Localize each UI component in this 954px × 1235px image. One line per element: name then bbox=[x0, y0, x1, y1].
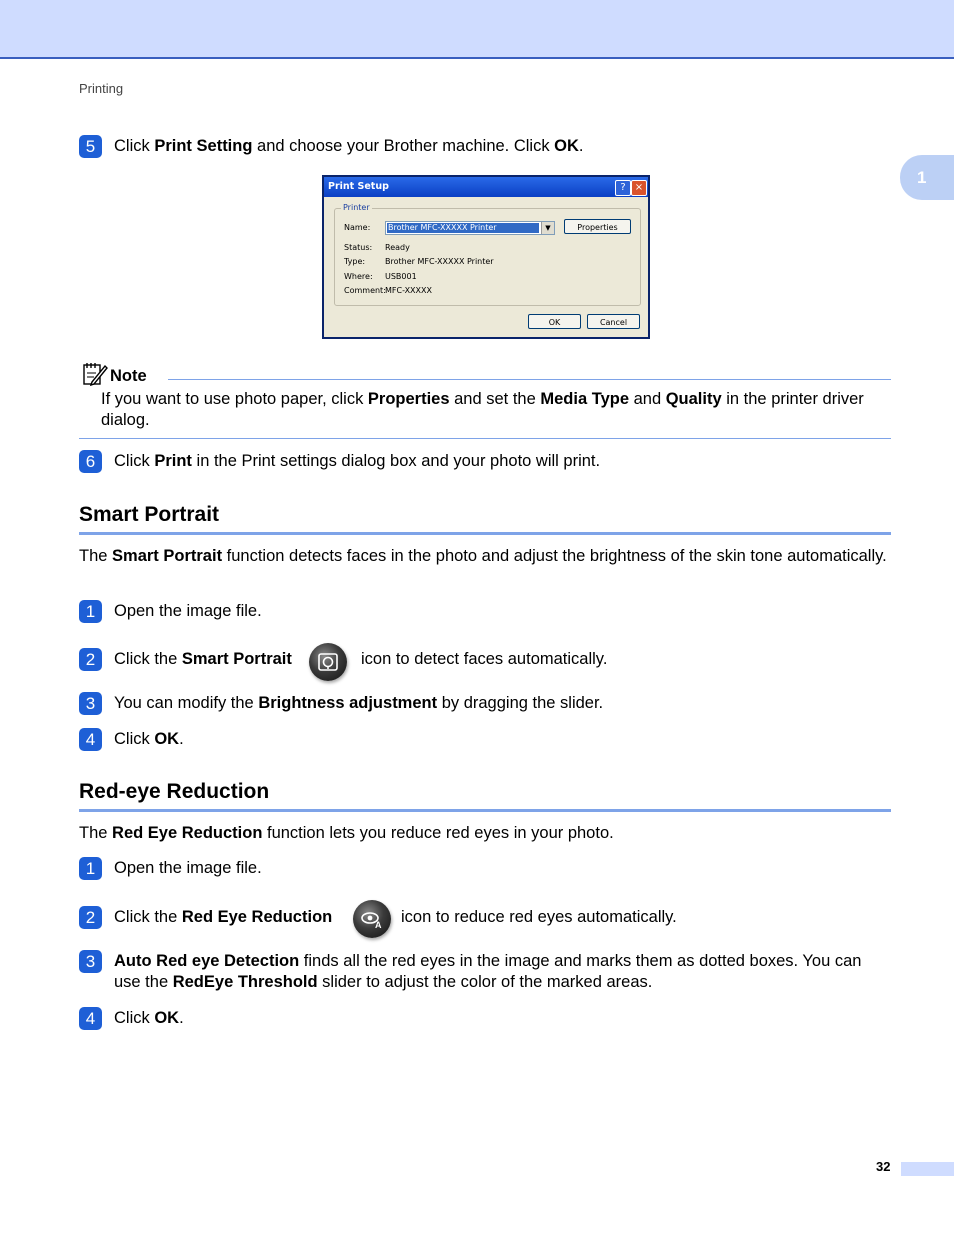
red-eye-intro: The Red Eye Reduction function lets you reduce red eyes in your photo. bbox=[79, 824, 614, 842]
help-icon[interactable]: ? bbox=[615, 180, 631, 196]
cancel-button[interactable]: Cancel bbox=[587, 314, 640, 329]
footer-bar bbox=[901, 1162, 954, 1176]
page-number: 32 bbox=[876, 1159, 891, 1174]
step-text: Click OK. bbox=[114, 1009, 184, 1027]
dialog-title-bar bbox=[324, 177, 648, 197]
step-text: Auto Red eye Detection finds all the red eyes in the image and marks them as dotted boxes. You can use the RedEye Threshold slider to adjust the color of the marked areas. bbox=[114, 952, 862, 991]
status-label: Status: bbox=[344, 243, 373, 252]
step-text: Click OK. bbox=[114, 730, 184, 748]
step-number-badge: 4 bbox=[79, 1007, 102, 1030]
step-number-badge: 5 bbox=[79, 135, 102, 158]
printer-group bbox=[334, 203, 641, 306]
step-number-badge: 1 bbox=[79, 600, 102, 623]
name-label: Name: bbox=[344, 223, 371, 232]
step-text: Click Print Setting and choose your Brother machine. Click OK. bbox=[114, 137, 584, 155]
where-value: USB001 bbox=[385, 272, 417, 281]
note-rule-bottom bbox=[79, 438, 891, 439]
step-number-badge: 4 bbox=[79, 728, 102, 751]
step-text: Click the Smart Portrait bbox=[114, 650, 292, 668]
smart-portrait-intro: The Smart Portrait function detects faces in the photo and adjust the brightness of the skin tone automatically. bbox=[79, 547, 887, 565]
step-number-badge: 3 bbox=[79, 950, 102, 973]
printer-name-select[interactable] bbox=[385, 221, 555, 235]
step-text-after-icon: icon to reduce red eyes automatically. bbox=[401, 908, 677, 926]
red-eye-reduction-icon bbox=[353, 900, 391, 938]
close-icon[interactable]: × bbox=[631, 180, 647, 196]
section-heading-red-eye-reduction: Red-eye Reduction bbox=[79, 780, 891, 812]
step-number-badge: 2 bbox=[79, 648, 102, 671]
dialog-title: Print Setup bbox=[328, 181, 389, 192]
step-text: You can modify the Brightness adjustment by dragging the slider. bbox=[114, 694, 604, 712]
printer-name-value: Brother MFC-XXXXX Printer bbox=[387, 223, 539, 233]
step-number-badge: 3 bbox=[79, 692, 102, 715]
status-value: Ready bbox=[385, 243, 410, 252]
step-number-badge: 6 bbox=[79, 450, 102, 473]
type-label: Type: bbox=[344, 257, 366, 266]
step-text-after-icon: icon to detect faces automatically. bbox=[361, 650, 608, 668]
step-text: Click the Red Eye Reduction bbox=[114, 908, 333, 926]
section-heading-smart-portrait: Smart Portrait bbox=[79, 503, 891, 535]
step-text: Open the image file. bbox=[114, 859, 262, 877]
where-label: Where: bbox=[344, 272, 373, 281]
step-text: Open the image file. bbox=[114, 602, 262, 620]
header-band bbox=[0, 0, 954, 59]
svg-text:A: A bbox=[375, 920, 382, 930]
printer-group-label: Printer bbox=[343, 203, 370, 212]
note-text: If you want to use photo paper, click Properties and set the Media Type and Quality in the printer driver dialog. bbox=[101, 390, 864, 429]
print-setup-dialog bbox=[322, 175, 650, 339]
note-rule-top bbox=[168, 379, 891, 380]
comment-value: MFC-XXXXX bbox=[385, 286, 432, 295]
note-label: Note bbox=[110, 367, 147, 385]
running-head: Printing bbox=[79, 81, 124, 96]
note-header bbox=[82, 361, 147, 387]
step-number-badge: 1 bbox=[79, 857, 102, 880]
ok-button[interactable]: OK bbox=[528, 314, 581, 329]
chevron-down-icon[interactable]: ▼ bbox=[541, 222, 554, 234]
step-text: Click Print in the Print settings dialog box and your photo will print. bbox=[114, 452, 601, 470]
note-pencil-icon bbox=[82, 361, 108, 387]
step-number-badge: 2 bbox=[79, 906, 102, 929]
chapter-tab: 1 bbox=[900, 155, 954, 200]
type-value: Brother MFC-XXXXX Printer bbox=[385, 257, 494, 266]
smart-portrait-icon bbox=[309, 643, 347, 681]
properties-button[interactable]: Properties bbox=[564, 219, 631, 234]
comment-label: Comment: bbox=[344, 286, 386, 295]
